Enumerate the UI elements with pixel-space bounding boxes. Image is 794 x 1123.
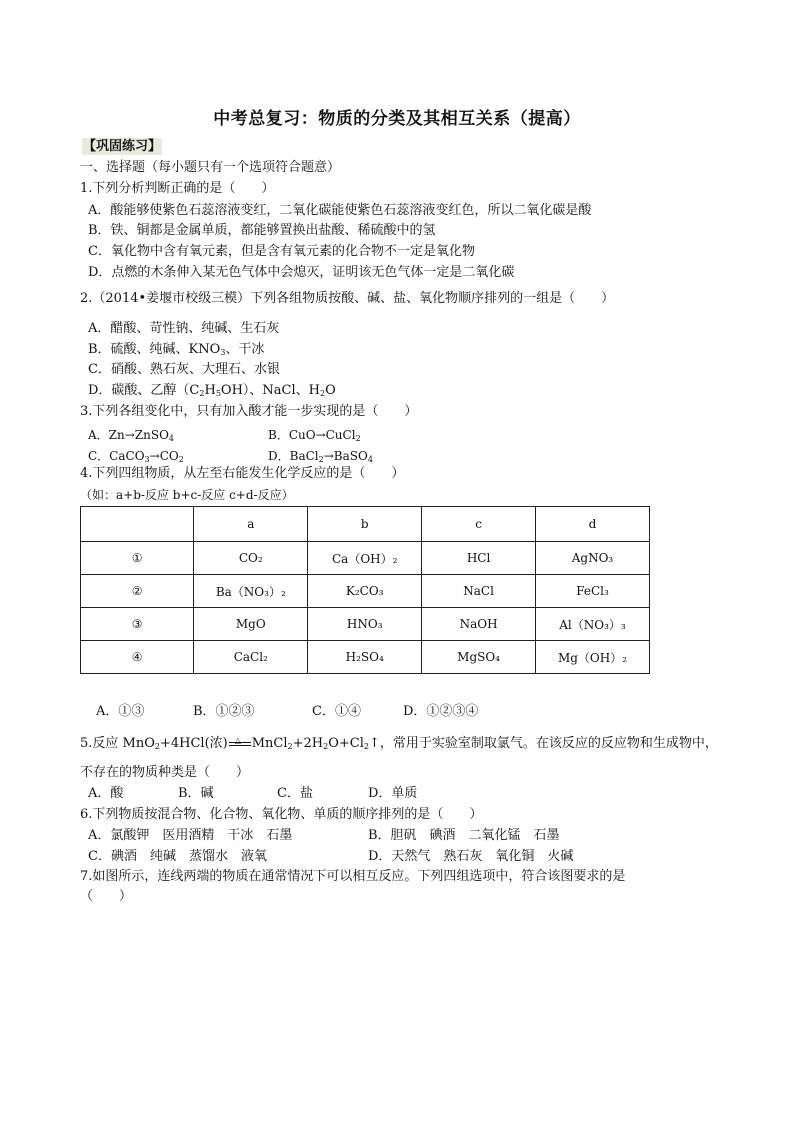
question-6-option-d: D．天然气 熟石灰 氧化铜 火碱 <box>368 849 574 864</box>
table-header-cell: a <box>194 507 308 542</box>
table-cell: NaOH <box>422 608 536 641</box>
question-1-option-b: B．铁、铜都是金属单质，都能够置换出盐酸、稀硫酸中的氢 <box>88 223 436 238</box>
table-row <box>81 575 650 608</box>
table-header-row <box>81 507 650 542</box>
question-7-stem-line2: （ ） <box>80 889 133 904</box>
question-4-option-a: A．①③ <box>96 704 145 719</box>
question-2-option-a: A．醋酸、苛性钠、纯碱、生石灰 <box>88 321 280 336</box>
reaction-table <box>80 506 650 674</box>
question-5-option-d: D．单质 <box>368 786 418 801</box>
table-cell: FeCl₃ <box>536 575 650 608</box>
table-cell: H₂SO₄ <box>308 641 422 674</box>
table-cell: CaCl₂ <box>194 641 308 674</box>
question-1-option-d: D．点燃的木条伸入某无色气体中会熄灭，证明该无色气体一定是二氧化碳 <box>88 265 515 280</box>
question-7-stem: 7.如图所示，连线两端的物质在通常情况下可以相互反应。下列四组选项中，符合该图要求的是 <box>80 869 626 884</box>
question-3-option-b: B．CuO→CuCl$_2$ <box>268 428 361 443</box>
table-cell: ① <box>81 542 194 575</box>
section-tag: 【巩固练习】 <box>83 139 162 154</box>
table-header-cell: c <box>422 507 536 542</box>
question-1-stem: 1.下列分析判断正确的是（ ） <box>80 181 275 196</box>
question-2-option-c: C．硝酸、熟石灰、大理石、水银 <box>88 362 280 377</box>
table-row <box>81 641 650 674</box>
question-6-option-b: B．胆矾 碘酒 二氧化锰 石墨 <box>368 828 560 843</box>
question-2-stem: 2.（2014•姜堰市校级三模）下列各组物质按酸、碱、盐、氧化物顺序排列的一组是（ ） <box>80 291 615 306</box>
table-cell: AgNO₃ <box>536 542 650 575</box>
table-cell: HNO₃ <box>308 608 422 641</box>
table-cell: Ca（OH）₂ <box>308 542 422 575</box>
question-4-option-c: C．①④ <box>312 704 361 719</box>
table-cell: MgSO₄ <box>422 641 536 674</box>
question-1-option-a: A．酸能够使紫色石蕊溶液变红，二氧化碳能使紫色石蕊溶液变红色，所以二氧化碳是酸 <box>88 203 592 218</box>
question-3-stem: 3.下列各组变化中，只有加入酸才能一步实现的是（ ） <box>80 404 418 419</box>
question-6-stem: 6.下列物质按混合物、化合物、氧化物、单质的顺序排列的是（ ） <box>80 807 483 822</box>
table-cell: CO₂ <box>194 542 308 575</box>
table-header-cell <box>81 507 194 542</box>
question-2-option-b: B．硫酸、纯碱、$KNO_3$、干冰 <box>88 342 265 357</box>
question-5-stem: 5.反应 MnO$_2$+4HCl(浓)△ $MnCl_2+2H_2O+Cl_2↑$，常用于实验室制取氯气。在该反应的反应物和生成物中， <box>80 735 718 753</box>
table-cell: Ba（NO₃）₂ <box>194 575 308 608</box>
table-cell: MgO <box>194 608 308 641</box>
question-6-option-c: C．碘酒 纯碱 蒸馏水 液氧 <box>88 849 267 864</box>
table-row <box>81 608 650 641</box>
question-4-note: （如：a+b-反应 b+c-反应 c+d-反应） <box>80 488 294 502</box>
question-5-option-b: B．碱 <box>178 786 214 801</box>
table-cell: ③ <box>81 608 194 641</box>
question-5-line2: 不存在的物质种类是（ ） <box>80 765 250 780</box>
table-cell: HCl <box>422 542 536 575</box>
question-3-option-a: A．Zn→ZnSO$_4$ <box>88 428 175 443</box>
heat-arrow-icon <box>229 742 251 743</box>
question-4-stem: 4.下列四组物质，从左至右能发生化学反应的是（ ） <box>80 466 405 481</box>
question-1-option-c: C．氧化物中含有氧元素，但是含有氧元素的化合物不一定是氧化物 <box>88 244 475 259</box>
table-cell: ② <box>81 575 194 608</box>
question-4-option-b: B．①②③ <box>193 704 255 719</box>
question-2-option-d: D．碳酸、乙醇$(C_2H_5OH)$、NaCl、$H_2O$ <box>88 383 336 398</box>
table-cell: K₂CO₃ <box>308 575 422 608</box>
table-cell: Al（NO₃）₃ <box>536 608 650 641</box>
table-cell: ④ <box>81 641 194 674</box>
table-cell: Mg（OH）₂ <box>536 641 650 674</box>
part-heading: 一、选择题（每小题只有一个选项符合题意） <box>80 160 341 175</box>
question-5-option-c: C．盐 <box>277 786 313 801</box>
table-header-cell: d <box>536 507 650 542</box>
question-4-option-d: D．①②③④ <box>403 704 479 719</box>
question-3-option-c: C．$CaCO_3\to CO_2$ <box>88 449 184 464</box>
question-3-option-d: D．BaCl$_2$→BaSO$_4$ <box>268 449 373 464</box>
table-header-cell: b <box>308 507 422 542</box>
table-cell: NaCl <box>422 575 536 608</box>
question-5-option-a: A．酸 <box>88 786 124 801</box>
page-title: 中考总复习：物质的分类及其相互关系（提高） <box>213 109 581 129</box>
question-6-option-a: A．氯酸钾 医用酒精 干冰 石墨 <box>88 828 293 843</box>
table-row <box>81 542 650 575</box>
